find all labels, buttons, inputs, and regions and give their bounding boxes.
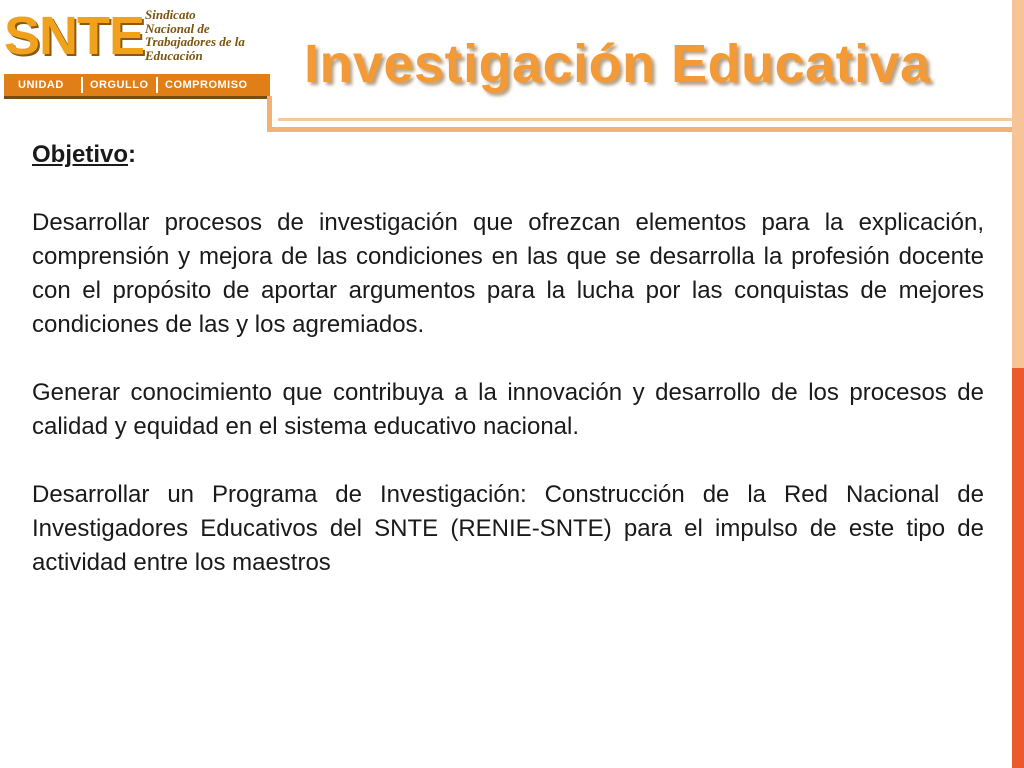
logo-mark-text: SNTE: [4, 6, 145, 66]
section-heading: [32, 138, 984, 172]
logo-mark: [4, 6, 144, 66]
logo-line: Sindicato: [145, 7, 196, 22]
decorative-strip-top: [1012, 0, 1024, 368]
decorative-strip-bottom: [1012, 368, 1024, 768]
logo-organization-name: [145, 8, 245, 62]
tagline-divider: [81, 77, 83, 93]
objective-paragraph: Desarrollar procesos de investigación que ofrezcan elementos para la explicación, comprensión y mejora de las condiciones en las que se desarrolla la profesión docente con el propósito de aportar argumentos para la lucha por las conquistas de mejores condiciones de las y los agremiados.: [32, 209, 984, 338]
heading-suffix: :: [128, 141, 137, 168]
objective-paragraph: Generar conocimiento que contribuya a la innovación y desarrollo de los procesos de calidad y equidad en el sistema educativo nacional.: [32, 379, 984, 440]
objective-paragraph: Desarrollar un Programa de Investigación: Construcción de la Red Nacional de Investigadores Educativos del SNTE (RENIE-SNTE) para el impulso de este tipo de actividad entre los maestros: [32, 481, 984, 576]
logo-tagline-bar: [4, 74, 270, 99]
tagline-word: COMPROMISO: [165, 79, 248, 91]
title-underline-inner: [278, 118, 1012, 121]
page-title: Investigación Educativa: [304, 34, 931, 94]
snte-logo: [0, 0, 272, 100]
logo-line: Educación: [145, 47, 203, 63]
tagline-word: ORGULLO: [90, 79, 149, 91]
title-underline: [267, 127, 1012, 132]
heading-label: Objetivo: [32, 141, 129, 168]
logo-line: Trabajadores de la: [145, 34, 245, 49]
slide-content: [32, 138, 984, 580]
tagline-divider: [156, 77, 158, 93]
tagline-word: UNIDAD: [18, 79, 64, 91]
logo-line: Nacional de: [145, 20, 210, 36]
